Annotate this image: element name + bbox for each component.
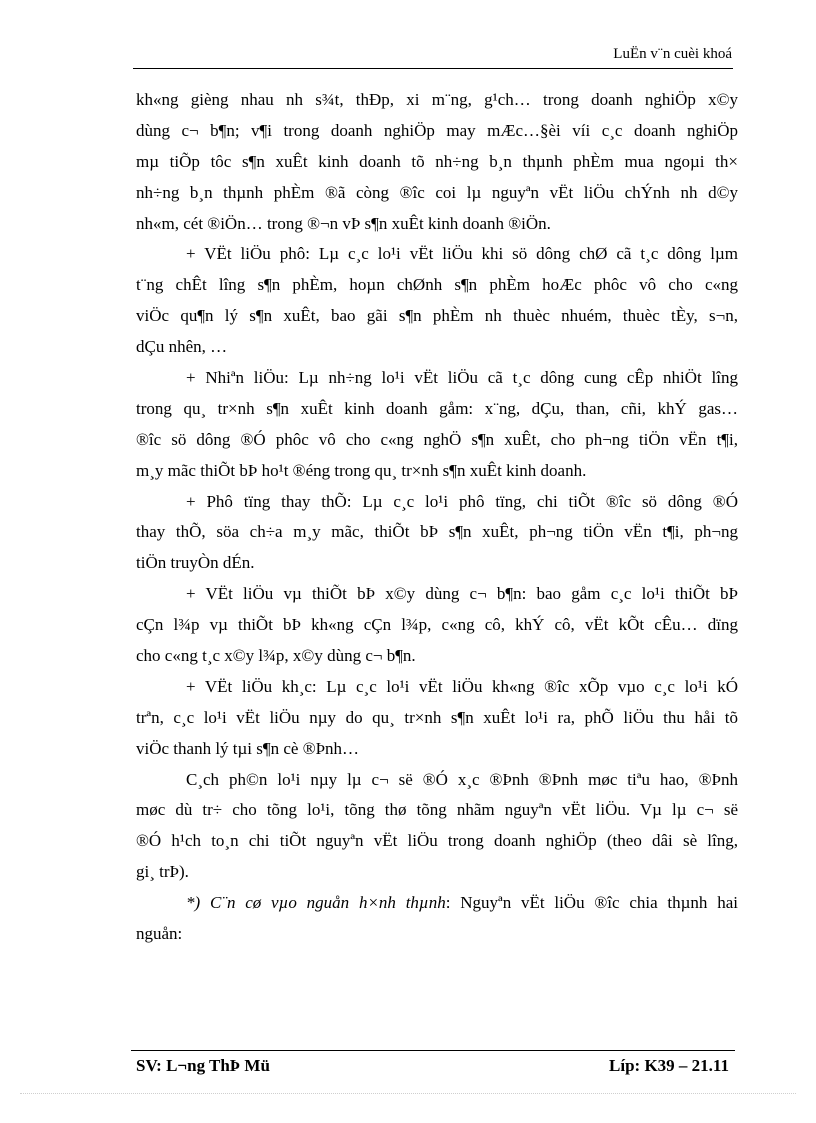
body-text-line: thay thÕ, söa ch÷a m¸y mãc, thiÕt bÞ s¶n xuÊt, ph¬ng tiÖn vËn t¶i, ph¬ng: [136, 522, 738, 542]
body-text-line: C¸ch ph©n lo¹i nµy lµ c¬ së ®Ó x¸c ®Þnh ®Þnh møc tiªu hao, ®Þnh: [186, 769, 738, 789]
footer-divider: [131, 1050, 735, 1051]
body-text-line: dùng c¬ b¶n; v¶i trong doanh nghiÖp may mÆc…§èi víi c¸c doanh nghiÖp: [136, 120, 738, 140]
body-text-line: møc dù tr÷ cho tõng lo¹i, tõng thø tõng nhãm nguyªn vËt liÖu. Vµ lµ c¬ së: [136, 800, 738, 820]
body-text-line: tiÖn truyÒn dÉn.: [136, 553, 255, 573]
document-body: [136, 85, 738, 950]
body-text-line: + Nhiªn liÖu: Lµ nh÷ng lo¹i vËt liÖu cã t¸c dông cung cÊp nhiÖt lîng: [186, 368, 738, 388]
body-text-line: nh«m, cét ®iÖn… trong ®¬n vÞ s¶n xuÊt kinh doanh ®iÖn.: [136, 213, 551, 233]
footer-student-name: SV: L¬ng ThÞ Mü: [136, 1056, 270, 1075]
body-text-line: trong qu¸ tr×nh s¶n xuÊt kinh doanh gåm: x¨ng, dÇu, than, cñi, khÝ gas…: [136, 398, 738, 418]
final-paragraph-line: [136, 888, 738, 919]
body-text-line: trªn, c¸c lo¹i vËt liÖu nµy do qu¸ tr×nh s¶n xuÊt lo¹i ra, phÕ liÖu thu håi tõ: [136, 707, 738, 727]
body-text-line: dÇu nhên, …: [136, 337, 228, 357]
body-text-line: ®îc sö dông ®Ó phôc vô cho c«ng nghÖ s¶n xuÊt, cho ph¬ng tiÖn vËn t¶i,: [136, 429, 738, 449]
body-text-line: + VËt liÖu phô: Lµ c¸c lo¹i vËt liÖu khi sö dông chØ cã t¸c dông lµm: [186, 244, 738, 264]
body-text-line: + Phô tïng thay thÕ: Lµ c¸c lo¹i phô tïng, chi tiÕt ®îc sö dông ®Ó: [186, 491, 738, 511]
running-header: LuËn v¨n cuèi khoá: [613, 46, 732, 62]
body-text-line: viÖc thanh lý tµi s¶n cè ®Þnh…: [136, 738, 360, 758]
body-text-line: cÇn l¾p vµ thiÕt bÞ kh«ng cÇn l¾p, c«ng cô, khÝ cô, vËt kÕt cÊu… dïng: [136, 615, 738, 635]
body-text-line: t¨ng chÊt lîng s¶n phÈm, hoµn chØnh s¶n phÈm hoÆc phôc vô cho c«ng: [136, 275, 738, 295]
body-text-line: + VËt liÖu kh¸c: Lµ c¸c lo¹i vËt liÖu kh«ng ®îc xÕp vµo c¸c lo¹i kÓ: [186, 676, 738, 696]
italic-section-lead: *) C¨n cø vµo nguån h×nh thµnh: [186, 893, 446, 913]
body-text-line: viÖc qu¶n lý s¶n xuÊt, bao gãi s¶n phÈm nh thuèc nhuém, thuèc tÈy, s¬n,: [136, 306, 738, 326]
body-text-line: kh«ng gièng nhau nh s¾t, thÐp, xi m¨ng, g¹ch… trong doanh nghiÖp x©y: [136, 90, 738, 109]
final-paragraph-continuation: nguån:: [136, 924, 183, 944]
body-text-line: m¸y mãc thiÕt bÞ ho¹t ®éng trong qu¸ tr×nh s¶n xuÊt kinh doanh.: [136, 460, 587, 480]
body-text-line: ®Ó h¹ch to¸n chi tiÕt nguyªn vËt liÖu trong doanh nghiÖp (theo dâi sè lîng,: [136, 831, 738, 851]
body-text-line: mµ tiÕp tôc s¶n xuÊt kinh doanh tõ nh÷ng b¸n thµnh phÈm mua ngoµi th×: [136, 151, 738, 171]
body-text-line: gi¸ trÞ).: [136, 862, 189, 882]
body-text-line: cho c«ng t¸c x©y l¾p, x©y dùng c¬ b¶n.: [136, 646, 416, 666]
body-text-line: + VËt liÖu vµ thiÕt bÞ x©y dùng c¬ b¶n: bao gåm c¸c lo¹i thiÕt bÞ: [186, 584, 738, 604]
page-bottom-edge: [20, 1093, 796, 1094]
footer-class-code: Líp: K39 – 21.11: [609, 1056, 729, 1075]
final-paragraph-text: : Nguyªn vËt liÖu ®îc chia thµnh hai: [445, 893, 738, 913]
body-text-line: nh÷ng b¸n thµnh phÈm ®ã còng ®îc coi lµ nguyªn vËt liÖu chÝnh nh d©y: [136, 182, 738, 202]
header-divider: [133, 68, 733, 69]
